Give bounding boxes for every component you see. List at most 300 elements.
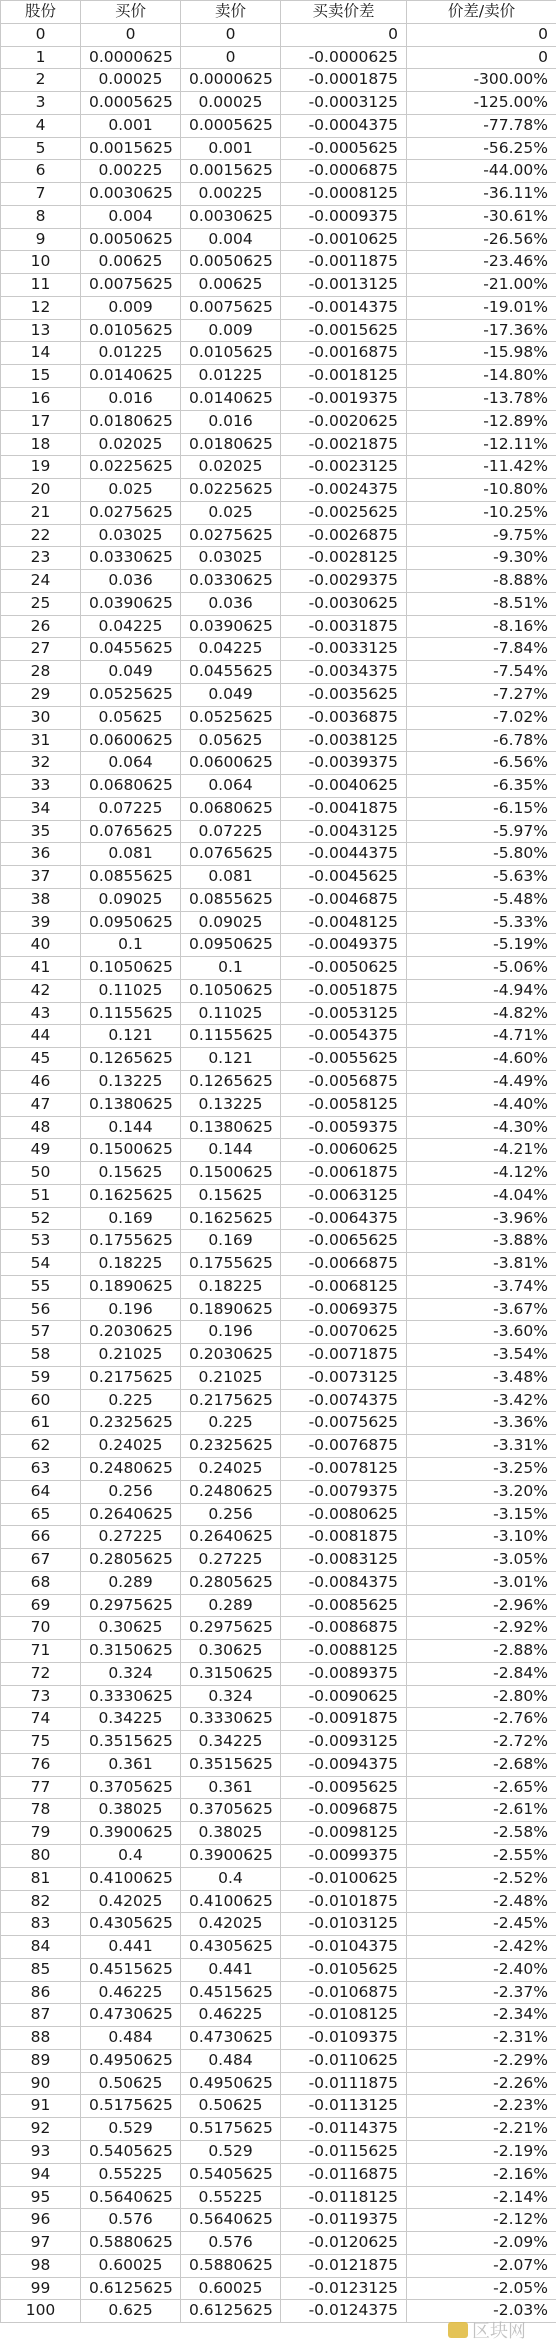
cell-shares: 53 xyxy=(1,1230,81,1253)
table-row xyxy=(1,934,556,957)
table-row xyxy=(1,752,556,775)
header-spread-ratio: 价差/卖价 xyxy=(407,1,556,24)
cell-shares: 93 xyxy=(1,2140,81,2163)
cell-spread-ratio: -9.30% xyxy=(407,547,556,570)
cell-shares: 32 xyxy=(1,752,81,775)
cell-spread: -0.0025625 xyxy=(281,501,407,524)
cell-spread-ratio: -10.80% xyxy=(407,479,556,502)
cell-sell-price: 0.0390625 xyxy=(181,615,281,638)
cell-buy-price: 0.2975625 xyxy=(81,1594,181,1617)
cell-spread: -0.0005625 xyxy=(281,137,407,160)
table-row xyxy=(1,1435,556,1458)
cell-shares: 7 xyxy=(1,183,81,206)
cell-shares: 11 xyxy=(1,274,81,297)
cell-buy-price: 0.484 xyxy=(81,2027,181,2050)
cell-buy-price: 0.55225 xyxy=(81,2163,181,2186)
cell-buy-price: 0.0030625 xyxy=(81,183,181,206)
table-row xyxy=(1,524,556,547)
cell-sell-price: 0.09025 xyxy=(181,911,281,934)
cell-buy-price: 0.529 xyxy=(81,2118,181,2141)
cell-buy-price: 0.38025 xyxy=(81,1799,181,1822)
cell-spread: -0.0093125 xyxy=(281,1731,407,1754)
cell-spread: -0.0001875 xyxy=(281,69,407,92)
cell-spread-ratio: -2.07% xyxy=(407,2254,556,2277)
cell-sell-price: 0.27225 xyxy=(181,1549,281,1572)
cell-spread: -0.0083125 xyxy=(281,1549,407,1572)
table-row xyxy=(1,957,556,980)
cell-spread: -0.0024375 xyxy=(281,479,407,502)
cell-spread-ratio: -2.26% xyxy=(407,2072,556,2095)
cell-sell-price: 0.1050625 xyxy=(181,979,281,1002)
table-row xyxy=(1,2095,556,2118)
cell-shares: 46 xyxy=(1,1070,81,1093)
cell-buy-price: 0.15625 xyxy=(81,1162,181,1185)
cell-buy-price: 0.5640625 xyxy=(81,2186,181,2209)
table-row xyxy=(1,46,556,69)
table-row xyxy=(1,251,556,274)
cell-sell-price: 0.42025 xyxy=(181,1913,281,1936)
cell-sell-price: 0.4305625 xyxy=(181,1936,281,1959)
cell-buy-price: 0.1755625 xyxy=(81,1230,181,1253)
table-row xyxy=(1,69,556,92)
cell-spread: -0.0003125 xyxy=(281,92,407,115)
cell-buy-price: 0.0225625 xyxy=(81,456,181,479)
cell-spread: -0.0006875 xyxy=(281,160,407,183)
cell-shares: 86 xyxy=(1,1981,81,2004)
cell-spread-ratio: -8.16% xyxy=(407,615,556,638)
cell-shares: 67 xyxy=(1,1549,81,1572)
cell-shares: 50 xyxy=(1,1162,81,1185)
cell-shares: 49 xyxy=(1,1139,81,1162)
table-row xyxy=(1,888,556,911)
table-row xyxy=(1,137,556,160)
cell-shares: 45 xyxy=(1,1048,81,1071)
cell-buy-price: 0.225 xyxy=(81,1389,181,1412)
cell-shares: 16 xyxy=(1,388,81,411)
cell-spread-ratio: -2.96% xyxy=(407,1594,556,1617)
cell-shares: 23 xyxy=(1,547,81,570)
cell-spread: -0.0099375 xyxy=(281,1845,407,1868)
cell-buy-price: 0.5880625 xyxy=(81,2232,181,2255)
table-row xyxy=(1,228,556,251)
cell-buy-price: 0.576 xyxy=(81,2209,181,2232)
cell-sell-price: 0.0855625 xyxy=(181,888,281,911)
cell-buy-price: 0.04225 xyxy=(81,615,181,638)
cell-sell-price: 0.0000625 xyxy=(181,69,281,92)
cell-spread-ratio: -9.75% xyxy=(407,524,556,547)
cell-shares: 56 xyxy=(1,1298,81,1321)
cell-buy-price: 0.0455625 xyxy=(81,638,181,661)
cell-spread-ratio: -125.00% xyxy=(407,92,556,115)
cell-spread-ratio: -2.05% xyxy=(407,2277,556,2300)
cell-spread: -0.0008125 xyxy=(281,183,407,206)
table-row xyxy=(1,205,556,228)
cell-spread-ratio: -4.82% xyxy=(407,1002,556,1025)
cell-spread: -0.0055625 xyxy=(281,1048,407,1071)
table-row xyxy=(1,1412,556,1435)
cell-shares: 19 xyxy=(1,456,81,479)
table-row xyxy=(1,160,556,183)
cell-spread-ratio: -2.65% xyxy=(407,1776,556,1799)
cell-spread-ratio: -19.01% xyxy=(407,296,556,319)
cell-spread: -0.0014375 xyxy=(281,296,407,319)
table-row xyxy=(1,1708,556,1731)
cell-shares: 71 xyxy=(1,1640,81,1663)
cell-shares: 65 xyxy=(1,1503,81,1526)
cell-shares: 29 xyxy=(1,683,81,706)
cell-spread: -0.0113125 xyxy=(281,2095,407,2118)
cell-sell-price: 0.34225 xyxy=(181,1731,281,1754)
cell-sell-price: 0.02025 xyxy=(181,456,281,479)
cell-shares: 39 xyxy=(1,911,81,934)
table-row xyxy=(1,1731,556,1754)
cell-buy-price: 0.46225 xyxy=(81,1981,181,2004)
cell-spread: -0.0010625 xyxy=(281,228,407,251)
cell-spread: -0.0073125 xyxy=(281,1366,407,1389)
cell-spread: -0.0071875 xyxy=(281,1344,407,1367)
cell-sell-price: 0.4 xyxy=(181,1867,281,1890)
cell-spread: -0.0064375 xyxy=(281,1207,407,1230)
cell-shares: 43 xyxy=(1,1002,81,1025)
cell-sell-price: 0.5175625 xyxy=(181,2118,281,2141)
cell-spread-ratio: -12.11% xyxy=(407,433,556,456)
cell-spread: -0.0121875 xyxy=(281,2254,407,2277)
table-row xyxy=(1,319,556,342)
cell-shares: 47 xyxy=(1,1093,81,1116)
cell-spread-ratio: -4.21% xyxy=(407,1139,556,1162)
cell-spread: -0.0053125 xyxy=(281,1002,407,1025)
cell-sell-price: 0.2175625 xyxy=(181,1389,281,1412)
cell-shares: 66 xyxy=(1,1526,81,1549)
cell-buy-price: 0.0105625 xyxy=(81,319,181,342)
cell-shares: 81 xyxy=(1,1867,81,1890)
table-row xyxy=(1,1936,556,1959)
cell-spread-ratio: -3.20% xyxy=(407,1480,556,1503)
cell-shares: 97 xyxy=(1,2232,81,2255)
cell-shares: 94 xyxy=(1,2163,81,2186)
cell-buy-price: 0.0075625 xyxy=(81,274,181,297)
table-row xyxy=(1,410,556,433)
cell-spread: -0.0109375 xyxy=(281,2027,407,2050)
cell-sell-price: 0.025 xyxy=(181,501,281,524)
cell-shares: 63 xyxy=(1,1458,81,1481)
cell-spread-ratio: -2.23% xyxy=(407,2095,556,2118)
cell-spread-ratio: -8.88% xyxy=(407,570,556,593)
cell-sell-price: 0.0600625 xyxy=(181,752,281,775)
cell-sell-price: 0.0015625 xyxy=(181,160,281,183)
cell-buy-price: 0.01225 xyxy=(81,342,181,365)
cell-shares: 99 xyxy=(1,2277,81,2300)
cell-sell-price: 0.38025 xyxy=(181,1822,281,1845)
cell-shares: 55 xyxy=(1,1275,81,1298)
cell-spread-ratio: -5.19% xyxy=(407,934,556,957)
cell-spread: -0.0104375 xyxy=(281,1936,407,1959)
cell-sell-price: 0.1755625 xyxy=(181,1253,281,1276)
cell-buy-price: 0.0180625 xyxy=(81,410,181,433)
cell-buy-price: 0.025 xyxy=(81,479,181,502)
cell-buy-price: 0.42025 xyxy=(81,1890,181,1913)
cell-buy-price: 0.064 xyxy=(81,752,181,775)
cell-sell-price: 0.21025 xyxy=(181,1366,281,1389)
cell-spread-ratio: -14.80% xyxy=(407,365,556,388)
cell-spread-ratio: -3.25% xyxy=(407,1458,556,1481)
cell-sell-price: 0.3150625 xyxy=(181,1662,281,1685)
cell-buy-price: 0.07225 xyxy=(81,797,181,820)
cell-spread-ratio: -2.21% xyxy=(407,2118,556,2141)
cell-spread-ratio: -4.60% xyxy=(407,1048,556,1071)
cell-buy-price: 0.00625 xyxy=(81,251,181,274)
cell-buy-price: 0.009 xyxy=(81,296,181,319)
cell-buy-price: 0 xyxy=(81,23,181,46)
cell-sell-price: 0.03025 xyxy=(181,547,281,570)
cell-sell-price: 0.144 xyxy=(181,1139,281,1162)
cell-shares: 40 xyxy=(1,934,81,957)
cell-spread: -0.0026875 xyxy=(281,524,407,547)
cell-spread: -0.0031875 xyxy=(281,615,407,638)
table-row xyxy=(1,2209,556,2232)
cell-buy-price: 0.4305625 xyxy=(81,1913,181,1936)
cell-sell-price: 0.0680625 xyxy=(181,797,281,820)
table-row xyxy=(1,1617,556,1640)
cell-spread: -0.0044375 xyxy=(281,843,407,866)
cell-spread: -0.0105625 xyxy=(281,1958,407,1981)
cell-buy-price: 0.0680625 xyxy=(81,775,181,798)
cell-spread-ratio: -2.80% xyxy=(407,1685,556,1708)
cell-buy-price: 0.3150625 xyxy=(81,1640,181,1663)
table-row xyxy=(1,1662,556,1685)
cell-buy-price: 0.0005625 xyxy=(81,92,181,115)
cell-spread: -0.0045625 xyxy=(281,866,407,889)
cell-shares: 59 xyxy=(1,1366,81,1389)
cell-spread-ratio: -3.81% xyxy=(407,1253,556,1276)
table-row xyxy=(1,843,556,866)
cell-sell-price: 0.0275625 xyxy=(181,524,281,547)
cell-shares: 3 xyxy=(1,92,81,115)
cell-sell-price: 0.2325625 xyxy=(181,1435,281,1458)
cell-spread: -0.0054375 xyxy=(281,1025,407,1048)
cell-spread-ratio: -2.52% xyxy=(407,1867,556,1890)
cell-spread: -0.0016875 xyxy=(281,342,407,365)
cell-spread: -0.0108125 xyxy=(281,2004,407,2027)
table-row xyxy=(1,866,556,889)
cell-spread-ratio: -77.78% xyxy=(407,114,556,137)
table-row xyxy=(1,1162,556,1185)
cell-sell-price: 0.1380625 xyxy=(181,1116,281,1139)
cell-buy-price: 0.05625 xyxy=(81,706,181,729)
table-row xyxy=(1,365,556,388)
cell-spread-ratio: -3.67% xyxy=(407,1298,556,1321)
cell-shares: 17 xyxy=(1,410,81,433)
cell-spread-ratio: -3.96% xyxy=(407,1207,556,1230)
header-spread: 买卖价差 xyxy=(281,1,407,24)
cell-spread: -0.0116875 xyxy=(281,2163,407,2186)
cell-spread: -0.0048125 xyxy=(281,911,407,934)
cell-shares: 84 xyxy=(1,1936,81,1959)
cell-spread-ratio: -3.74% xyxy=(407,1275,556,1298)
cell-buy-price: 0.0000625 xyxy=(81,46,181,69)
cell-spread-ratio: -2.19% xyxy=(407,2140,556,2163)
cell-buy-price: 0.001 xyxy=(81,114,181,137)
cell-sell-price: 0.081 xyxy=(181,866,281,889)
cell-spread-ratio: -4.94% xyxy=(407,979,556,1002)
table-row xyxy=(1,1890,556,1913)
cell-spread: -0.0068125 xyxy=(281,1275,407,1298)
cell-sell-price: 0.225 xyxy=(181,1412,281,1435)
cell-shares: 22 xyxy=(1,524,81,547)
table-row xyxy=(1,1048,556,1071)
header-sell-price: 卖价 xyxy=(181,1,281,24)
cell-spread-ratio: -17.36% xyxy=(407,319,556,342)
cell-shares: 33 xyxy=(1,775,81,798)
table-row xyxy=(1,23,556,46)
cell-sell-price: 0.13225 xyxy=(181,1093,281,1116)
cell-shares: 41 xyxy=(1,957,81,980)
cell-spread: -0.0040625 xyxy=(281,775,407,798)
table-row xyxy=(1,683,556,706)
cell-shares: 60 xyxy=(1,1389,81,1412)
cell-buy-price: 0.1155625 xyxy=(81,1002,181,1025)
cell-buy-price: 0.036 xyxy=(81,570,181,593)
cell-shares: 48 xyxy=(1,1116,81,1139)
cell-sell-price: 0.1500625 xyxy=(181,1162,281,1185)
cell-spread-ratio: -2.42% xyxy=(407,1936,556,1959)
cell-buy-price: 0.324 xyxy=(81,1662,181,1685)
cell-shares: 42 xyxy=(1,979,81,1002)
cell-spread-ratio: -30.61% xyxy=(407,205,556,228)
table-row xyxy=(1,1845,556,1868)
table-row xyxy=(1,1458,556,1481)
header-row xyxy=(1,1,556,24)
cell-sell-price: 0.009 xyxy=(181,319,281,342)
cell-buy-price: 0.3330625 xyxy=(81,1685,181,1708)
cell-sell-price: 0.256 xyxy=(181,1503,281,1526)
cell-spread: -0.0089375 xyxy=(281,1662,407,1685)
cell-shares: 26 xyxy=(1,615,81,638)
cell-buy-price: 0.196 xyxy=(81,1298,181,1321)
cell-sell-price: 0.3330625 xyxy=(181,1708,281,1731)
cell-sell-price: 0.324 xyxy=(181,1685,281,1708)
cell-spread-ratio: -4.40% xyxy=(407,1093,556,1116)
cell-spread: -0.0103125 xyxy=(281,1913,407,1936)
cell-buy-price: 0.121 xyxy=(81,1025,181,1048)
cell-buy-price: 0.09025 xyxy=(81,888,181,911)
cell-shares: 78 xyxy=(1,1799,81,1822)
cell-sell-price: 0.0030625 xyxy=(181,205,281,228)
cell-shares: 68 xyxy=(1,1571,81,1594)
cell-sell-price: 0.0075625 xyxy=(181,296,281,319)
cell-spread: -0.0061875 xyxy=(281,1162,407,1185)
cell-spread-ratio: -2.92% xyxy=(407,1617,556,1640)
cell-shares: 28 xyxy=(1,661,81,684)
cell-spread: -0.0114375 xyxy=(281,2118,407,2141)
cell-sell-price: 0.04225 xyxy=(181,638,281,661)
table-row xyxy=(1,1958,556,1981)
cell-spread-ratio: -23.46% xyxy=(407,251,556,274)
cell-spread: -0.0034375 xyxy=(281,661,407,684)
table-row xyxy=(1,1184,556,1207)
cell-sell-price: 0.484 xyxy=(181,2049,281,2072)
cell-buy-price: 0.169 xyxy=(81,1207,181,1230)
cell-spread-ratio: -4.30% xyxy=(407,1116,556,1139)
cell-buy-price: 0.2480625 xyxy=(81,1458,181,1481)
cell-spread: -0.0081875 xyxy=(281,1526,407,1549)
cell-shares: 57 xyxy=(1,1321,81,1344)
cell-shares: 69 xyxy=(1,1594,81,1617)
cell-spread-ratio: -11.42% xyxy=(407,456,556,479)
cell-sell-price: 0.001 xyxy=(181,137,281,160)
table-row xyxy=(1,661,556,684)
cell-spread: -0.0069375 xyxy=(281,1298,407,1321)
cell-buy-price: 0.0525625 xyxy=(81,683,181,706)
cell-sell-price: 0.3900625 xyxy=(181,1845,281,1868)
table-row xyxy=(1,274,556,297)
cell-buy-price: 0.004 xyxy=(81,205,181,228)
cell-spread: -0.0029375 xyxy=(281,570,407,593)
cell-shares: 30 xyxy=(1,706,81,729)
cell-shares: 8 xyxy=(1,205,81,228)
cell-spread: -0.0011875 xyxy=(281,251,407,274)
cell-buy-price: 0.11025 xyxy=(81,979,181,1002)
cell-spread: -0.0059375 xyxy=(281,1116,407,1139)
cell-sell-price: 0.004 xyxy=(181,228,281,251)
cell-sell-price: 0.50625 xyxy=(181,2095,281,2118)
cell-shares: 95 xyxy=(1,2186,81,2209)
cell-spread-ratio: -3.10% xyxy=(407,1526,556,1549)
table-row xyxy=(1,1207,556,1230)
table-row xyxy=(1,1640,556,1663)
cell-spread: -0.0075625 xyxy=(281,1412,407,1435)
cell-buy-price: 0.13225 xyxy=(81,1070,181,1093)
cell-spread: -0.0038125 xyxy=(281,729,407,752)
table-row xyxy=(1,1321,556,1344)
table-row xyxy=(1,1389,556,1412)
cell-sell-price: 0.3515625 xyxy=(181,1753,281,1776)
cell-shares: 72 xyxy=(1,1662,81,1685)
cell-buy-price: 0.144 xyxy=(81,1116,181,1139)
cell-spread-ratio: -2.40% xyxy=(407,1958,556,1981)
cell-shares: 4 xyxy=(1,114,81,137)
cell-spread: -0.0120625 xyxy=(281,2232,407,2255)
cell-spread: -0.0124375 xyxy=(281,2300,407,2323)
table-row xyxy=(1,1571,556,1594)
table-row xyxy=(1,388,556,411)
cell-buy-price: 0.27225 xyxy=(81,1526,181,1549)
table-row xyxy=(1,820,556,843)
cell-sell-price: 0.60025 xyxy=(181,2277,281,2300)
table-row xyxy=(1,797,556,820)
table-row xyxy=(1,615,556,638)
cell-shares: 12 xyxy=(1,296,81,319)
table-row xyxy=(1,729,556,752)
cell-spread-ratio: -4.04% xyxy=(407,1184,556,1207)
cell-spread-ratio: -5.48% xyxy=(407,888,556,911)
cell-sell-price: 0.5405625 xyxy=(181,2163,281,2186)
watermark-text: 区块网 xyxy=(472,2321,526,2342)
cell-buy-price: 0.4950625 xyxy=(81,2049,181,2072)
cell-buy-price: 0.441 xyxy=(81,1936,181,1959)
table-row xyxy=(1,1867,556,1890)
cell-sell-price: 0.2975625 xyxy=(181,1617,281,1640)
cell-buy-price: 0.1265625 xyxy=(81,1048,181,1071)
cell-sell-price: 0.11025 xyxy=(181,1002,281,1025)
cell-shares: 6 xyxy=(1,160,81,183)
cell-spread: -0.0074375 xyxy=(281,1389,407,1412)
table-row xyxy=(1,1480,556,1503)
cell-sell-price: 0 xyxy=(181,23,281,46)
cell-buy-price: 0.02025 xyxy=(81,433,181,456)
cell-shares: 9 xyxy=(1,228,81,251)
table-row xyxy=(1,296,556,319)
